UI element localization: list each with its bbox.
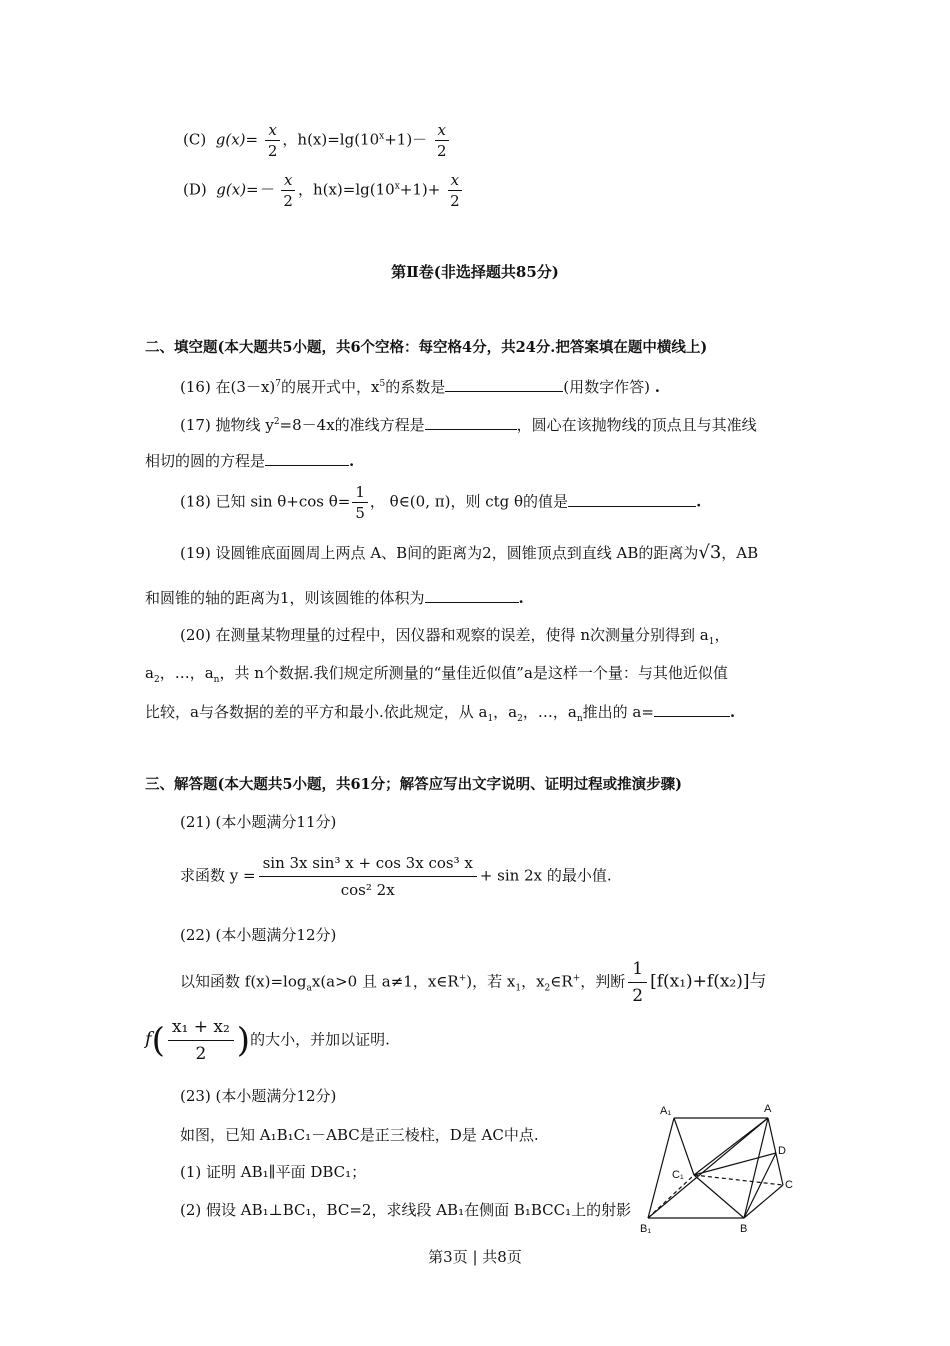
- option-c: (C) g(x)= $\frac{x}{2}$ ，$h(x)=\lg(10^x+1)-$ $\frac{x}{2}$: [183, 120, 452, 161]
- q21-frac: $\frac{\text{sin 3x sin³ x + cos 3x cos³ x}}{\text{cos² 2x}}$: [259, 852, 477, 901]
- label-c1: C₁: [672, 1169, 684, 1181]
- edge-b1-c1: [648, 1175, 694, 1218]
- section3-heading: 三、解答题(本大题共5小题，共61分；解答应写出文字说明、证明过程或推演步骤): [145, 776, 682, 793]
- option-d-frac1: $\frac{x}{2}$: [280, 170, 296, 211]
- edge-b-c: [744, 1185, 783, 1218]
- q22-avg-frac: $\frac{\text{x₁ + x₂}}{2}$: [168, 1016, 234, 1065]
- q17-blank1[interactable]: [425, 415, 517, 430]
- label-c: C: [785, 1179, 793, 1191]
- q16: (16) 在$(3-x)^7$的展开式中，$x^5$的系数是 (用数字作答) .: [180, 378, 660, 396]
- q20-line3: 比较，a与各数据的差的平方和最小.依此规定，从 $a_1$，$a_2$，…，$a_n$推出的 a= .: [145, 703, 736, 724]
- label-a: A: [764, 1103, 772, 1115]
- q17-line1: (17) 抛物线 $y^2=8-4x$的准线方程是 ，圆心在该抛物线的顶点且与其准线: [180, 416, 757, 434]
- q20-line1: (20) 在测量某物理量的过程中，因仪器和观察的误差，使得 n次测量分别得到 $a_1$，: [180, 626, 730, 647]
- q23-line1: 如图，已知 A₁B₁C₁－ABC是正三棱柱，D是 AC中点.: [180, 1126, 539, 1144]
- option-c-g: g(x)=: [215, 130, 259, 149]
- q18-frac: $\frac{1}{5}$: [352, 482, 368, 523]
- q19-line2: 和圆锥的轴的距离为1，则该圆锥的体积为 .: [145, 589, 524, 607]
- q17-line2: 相切的圆的方程是 .: [145, 452, 355, 470]
- edge-a1-b1: [648, 1118, 674, 1218]
- option-d-h: ，h(x)=lg(10: [297, 180, 395, 199]
- page-footer: 第3页 | 共8页: [428, 1248, 522, 1266]
- q23-title: (23) (本小题满分12分): [180, 1087, 337, 1105]
- edge-b-d: [744, 1153, 776, 1218]
- edge-c1-b: [694, 1175, 744, 1218]
- q22-title: (22) (本小题满分12分): [180, 926, 337, 944]
- q19-blank[interactable]: [425, 588, 519, 603]
- label-d: D: [778, 1145, 786, 1157]
- section2-heading: 二、填空题(本大题共5小题，共6个空格：每空格4分，共24分.把答案填在题中横线上): [145, 339, 708, 356]
- q16-blank[interactable]: [445, 377, 563, 392]
- q22-line1: 以知函数 $f(x)=\log_ax(a>0$ 且 a≠1，x∈R+)，若 $x_1$，$x_2\in R^+$，判断 $\frac{1}{2}$ [f(x₁)+f(x₂)]与: [180, 959, 767, 1006]
- edge-c1-d: [694, 1153, 776, 1175]
- q22-line2: f( $\frac{\text{x₁ + x₂}}{2}$ )的大小，并加以证明.: [145, 1017, 390, 1064]
- q17-blank2[interactable]: [265, 451, 349, 466]
- option-d-g: g(x)=－: [216, 180, 274, 199]
- option-c-h: ，h(x)=lg(10: [282, 130, 380, 149]
- option-d-label: (D): [183, 180, 207, 199]
- option-d: (D) g(x)=－ $\frac{x}{2}$ ，$h(x)=\lg(10^x+1)+$ $\frac{x}{2}$: [183, 170, 465, 211]
- option-d-frac2: $\frac{x}{2}$: [447, 170, 463, 211]
- q23-line2: (1) 证明 AB₁∥平面 DBC₁；: [180, 1163, 367, 1181]
- edge-a1-c1: [674, 1118, 694, 1175]
- q19-line1: (19) 设圆锥底面圆周上两点 A、B间的距离为2，圆锥顶点到直线 AB的距离为√3，AB: [180, 542, 759, 563]
- option-c-frac2: $\frac{x}{2}$: [434, 120, 450, 161]
- q21-formula: 求函数 y = $\frac{\text{sin 3x sin³ x + cos 3x cos³ x}}{\text{cos² 2x}}$ + sin 2x 的最小值.: [180, 854, 612, 899]
- q22-half: $\frac{1}{2}$: [628, 958, 647, 1007]
- label-b: B: [740, 1223, 748, 1235]
- q20-blank[interactable]: [654, 702, 730, 717]
- prism-figure: [640, 1098, 800, 1238]
- part2-title: 第Ⅱ卷(非选择题共85分): [391, 263, 559, 281]
- q18: (18) 已知 sin θ+cos θ= $\frac{1}{5}$ ， θ∈(0, π)，则 ctg θ的值是 .: [180, 483, 702, 522]
- q21-title: (21) (本小题满分11分): [180, 813, 337, 831]
- label-b1: B₁: [640, 1223, 652, 1235]
- label-a1: A₁: [660, 1105, 672, 1117]
- q20-line2: $a_2$，…，$a_n$，共 n个数据.我们规定所测量的“量佳近似值”a是这样一个量：与其他近似值: [145, 664, 728, 685]
- edge-b1-a: [648, 1118, 768, 1218]
- option-c-frac1: $\frac{x}{2}$: [265, 120, 281, 161]
- q18-blank[interactable]: [568, 492, 696, 507]
- q23-line3: (2) 假设 AB₁⊥BC₁，BC=2，求线段 AB₁在侧面 B₁BCC₁上的射影: [180, 1201, 632, 1219]
- option-c-label: (C): [183, 130, 207, 149]
- edge-c1-c: [694, 1175, 783, 1185]
